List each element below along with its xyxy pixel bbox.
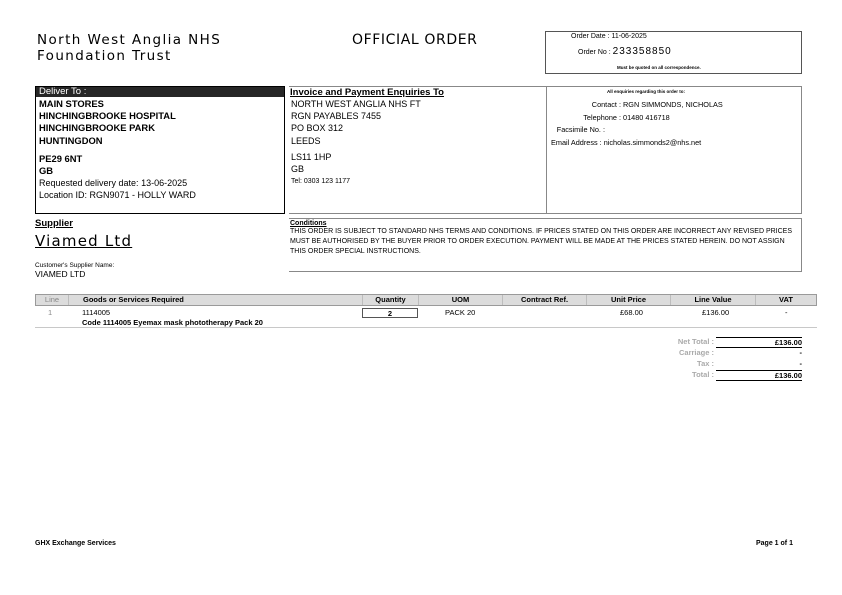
contact-value: RGN SIMMONDS, NICHOLAS xyxy=(623,100,723,109)
supplier-name: Viamed Ltd xyxy=(35,232,133,250)
row-quantity: 2 xyxy=(362,308,418,318)
contact-person xyxy=(551,100,723,109)
total-row xyxy=(560,370,802,381)
row-unit-price: £68.00 xyxy=(620,308,643,317)
col-contract-ref: Contract Ref. xyxy=(503,295,587,305)
telephone-value: 01480 416718 xyxy=(623,113,670,122)
deliver-to-address xyxy=(36,97,284,203)
carriage-row xyxy=(560,348,802,359)
email-value[interactable]: nicholas.simmonds2@nhs.net xyxy=(603,138,702,147)
document-title: OFFICIAL ORDER xyxy=(352,32,478,48)
order-date-value: 11-06-2025 xyxy=(611,33,647,40)
invoice-line: NORTH WEST ANGLIA NHS FT xyxy=(291,99,421,109)
col-line: Line xyxy=(36,295,69,305)
tax-label: Tax : xyxy=(697,359,714,368)
organisation-name-line1: North West Anglia NHS xyxy=(37,32,222,48)
net-total-row xyxy=(560,337,802,348)
row-line-number: 1 xyxy=(48,308,53,317)
conditions-box xyxy=(289,218,802,272)
email-label: Email Address : xyxy=(551,138,602,147)
total-value: £136.00 xyxy=(716,370,802,381)
deliver-line: HINCHINGBROOKE PARK xyxy=(39,122,155,134)
deliver-line: HUNTINGDON xyxy=(39,134,103,146)
customer-supplier-label: Customer's Supplier Name: xyxy=(35,262,115,269)
col-unit-price: Unit Price xyxy=(587,295,671,305)
invoice-line: LEEDS xyxy=(291,135,321,146)
contact-telephone xyxy=(551,113,670,122)
contact-fax xyxy=(551,125,605,134)
tax-row xyxy=(560,359,802,370)
order-date xyxy=(571,33,647,40)
row-code: 1114005 xyxy=(82,308,111,317)
contact-note: All enquiries regarding this order to: xyxy=(607,89,686,94)
row-uom: PACK 20 xyxy=(445,308,476,317)
row-description: Code 1114005 Eyemax mask phototherapy Pack 20 xyxy=(82,318,263,327)
conditions-text: THIS ORDER IS SUBJECT TO STANDARD NHS TERMS AND CONDITIONS. IF PRICES STATED ON THIS ORDER ARE INCORRECT ANY REVISED PRICES MUST BE AUTHORISED BY THE BUYER PRIOR TO ORDER EXECUTION. PAYMENT WILL BE MADE AT THE PRICES STATED HEREIN. DO NOT ASSIGN THIS ORDER SPECIAL INSTRUCTIONS. xyxy=(290,228,793,255)
customer-supplier-value: VIAMED LTD xyxy=(35,269,86,279)
totals-block xyxy=(560,337,802,381)
table-row xyxy=(35,306,817,328)
invoice-heading: Invoice and Payment Enquiries To xyxy=(290,87,444,98)
col-vat: VAT xyxy=(779,295,793,304)
deliver-line: HINCHINGBROOKE HOSPITAL xyxy=(39,110,176,122)
total-label: Total : xyxy=(692,370,714,379)
tax-value: - xyxy=(799,359,802,368)
carriage-value: - xyxy=(799,348,802,357)
fax-label: Facsimile No. : xyxy=(556,125,605,134)
page-number: Page 1 of 1 xyxy=(756,540,793,547)
row-line-value: £136.00 xyxy=(702,308,730,317)
footer-provider: GHX Exchange Services xyxy=(35,540,116,547)
col-quantity: Quantity xyxy=(363,295,419,305)
conditions-heading: Conditions xyxy=(290,220,327,227)
invoice-line: RGN PAYABLES 7455 xyxy=(291,111,382,122)
quote-note: Must be quoted on all correspondence. xyxy=(617,65,701,70)
deliver-to-box xyxy=(35,86,285,214)
net-total-label: Net Total : xyxy=(677,337,714,346)
location-id: Location ID: RGN9071 - HOLLY WARD xyxy=(39,190,196,201)
invoice-line: PO BOX 312 xyxy=(291,123,344,134)
organisation-name xyxy=(37,32,221,64)
requested-delivery-date: Requested delivery date: 13-06-2025 xyxy=(39,178,188,189)
deliver-to-heading: Deliver To : xyxy=(36,87,284,97)
contact-email xyxy=(551,138,701,147)
invoice-address xyxy=(289,87,547,214)
row-vat: - xyxy=(785,308,788,317)
invoice-box xyxy=(289,86,802,214)
order-items-table xyxy=(35,294,817,328)
invoice-postcode: LS11 1HP xyxy=(291,151,332,162)
order-info-box xyxy=(545,31,802,74)
deliver-line: MAIN STORES xyxy=(39,98,104,109)
order-date-label: Order Date : xyxy=(571,33,610,40)
deliver-country: GB xyxy=(39,165,54,177)
organisation-name-line2: Foundation Trust xyxy=(37,48,172,64)
telephone-label: Telephone : xyxy=(583,113,621,122)
carriage-label: Carriage : xyxy=(678,348,714,357)
col-uom: UOM xyxy=(419,295,503,305)
invoice-country: GB xyxy=(291,164,305,175)
order-number-label: Order No : xyxy=(578,49,611,56)
contact-label: Contact : xyxy=(591,100,621,109)
net-total-value: £136.00 xyxy=(716,337,802,348)
table-header xyxy=(35,294,817,306)
order-number xyxy=(578,46,672,57)
invoice-telephone: Tel: 0303 123 1177 xyxy=(291,178,351,186)
deliver-postcode: PE29 6NT xyxy=(39,152,83,164)
col-goods: Goods or Services Required xyxy=(80,295,363,305)
supplier-heading: Supplier xyxy=(35,218,74,229)
col-line-value: Line Value xyxy=(671,295,756,305)
order-number-value: 233358850 xyxy=(612,46,672,57)
